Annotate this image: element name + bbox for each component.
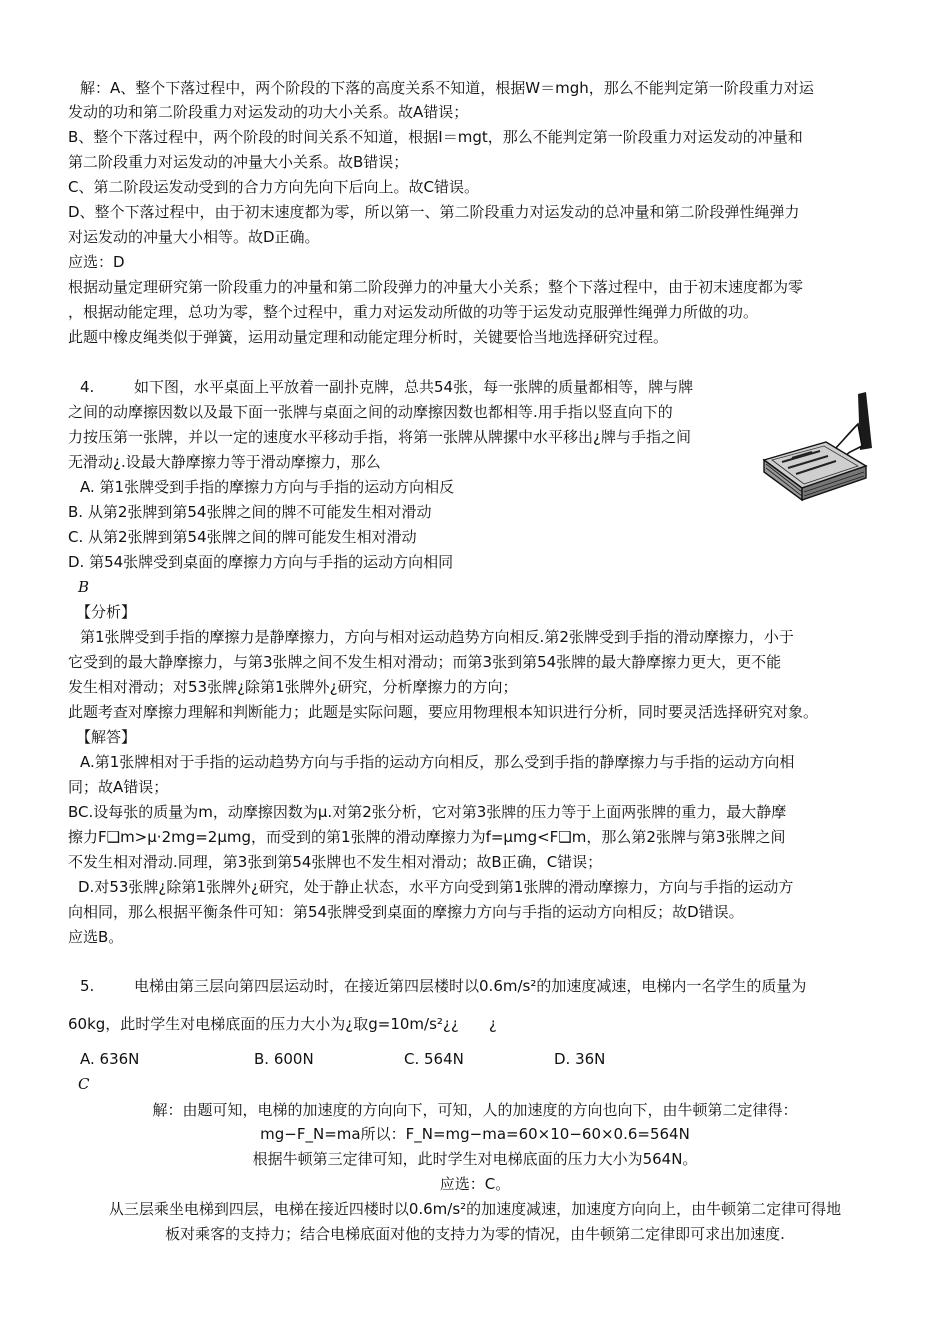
q5-stem-line-1: 电梯由第三层向第四层运动时，在接近第四层楼时以0.6m/s²的加速度减速，电梯内一名学生的质量为 xyxy=(134,977,807,995)
q3-solution-line-2: 发动的功和第二阶段重力对运发动的功大小关系。故A错误； xyxy=(68,103,469,121)
q5-solution-line-1: 解：由题可知，电梯的加速度的方向向下，可知，人的加速度的方向也向下，由牛顿第二定律得： xyxy=(152,1101,798,1119)
q4-answer: B xyxy=(78,578,90,596)
q5-number: 5. xyxy=(80,977,95,995)
q5-option-d: D. 36N xyxy=(554,1050,606,1068)
q4-solution-line-7: 向相同，那么根据平衡条件可知：第54张牌受到桌面的摩擦力方向与手指的运动方向相反；故D错误。 xyxy=(68,903,744,921)
q5-answer: C xyxy=(78,1075,90,1093)
q4-option-b: B. 从第2张牌到第54张牌之间的牌不可能发生相对滑动 xyxy=(68,503,432,521)
q3-analysis-line-2: ，根据动能定理，总功为零，整个过程中，重力对运发动所做的功等于运发动克服弹性绳弹力所做的功。 xyxy=(68,303,759,321)
q5-analysis-line-2: 板对乘客的支持力；结合电梯底面对他的支持力为零的情况，由牛顿第二定律即可求出加速度. xyxy=(165,1225,785,1243)
q3-analysis-line-1: 根据动量定理研究第一阶段重力的冲量和第二阶段弹力的冲量大小关系；整个下落过程中，由于初末速度都为零 xyxy=(68,278,804,296)
q4-solution-heading: 【解答】 xyxy=(76,728,137,746)
q4-solution-line-5: 不发生相对滑动.同理，第3张到第54张牌也不发生相对滑动；故B正确，C错误； xyxy=(68,853,603,871)
q3-solution-line-7: 对运发动的冲量大小相等。故D正确。 xyxy=(68,228,320,246)
q4-stem-line-4: 无滑动¿.设最大静摩擦力等于滑动摩擦力，那么 xyxy=(68,453,381,471)
q5-final-answer: 应选：C。 xyxy=(439,1175,511,1193)
q5-option-c: C. 564N xyxy=(404,1050,464,1068)
q4-stem-line-2: 之间的动摩擦因数以及最下面一张牌与桌面之间的动摩擦因数也都相等.用手指以竖直向下的 xyxy=(68,403,673,421)
q3-answer: 应选：D xyxy=(68,253,125,271)
q4-option-a: A. 第1张牌受到手指的摩擦力方向与手指的运动方向相反 xyxy=(80,478,455,496)
q3-solution-line-5: C、第二阶段运发动受到的合力方向先向下后向上。故C错误。 xyxy=(68,178,479,196)
q4-solution-line-1: A.第1张牌相对于手指的运动趋势方向与手指的运动方向相反，那么受到手指的静摩擦力与手指的运动方向相 xyxy=(80,753,795,771)
q3-solution-line-3: B、整个下落过程中，两个阶段的时间关系不知道，根据I＝mgt，那么不能判定第一阶段重力对运发动的冲量和 xyxy=(68,128,803,146)
q3-solution-line-1: 解：A、整个下落过程中，两个阶段的下落的高度关系不知道，根据W＝mgh，那么不能判定第一阶段重力对运 xyxy=(80,79,814,97)
q4-analysis-line-4: 此题考查对摩擦力理解和判断能力；此题是实际问题，要应用物理根本知识进行分析，同时要灵活选择研究对象。 xyxy=(68,703,819,721)
q4-option-d: D. 第54张牌受到桌面的摩擦力方向与手指的运动方向相同 xyxy=(68,553,454,571)
q4-stem-line-1: 如下图，水平桌面上平放着一副扑克牌，总共54张，每一张牌的质量都相等，牌与牌 xyxy=(134,378,694,396)
q4-stem-line-3: 力按压第一张牌，并以一定的速度水平移动手指，将第一张牌从牌摞中水平移出¿牌与手指之间 xyxy=(68,428,691,446)
q4-solution-line-6: D.对53张牌¿除第1张牌外¿研究，处于静止状态，水平方向受到第1张牌的滑动摩擦力，方向与手指的运动方 xyxy=(78,878,794,896)
q5-solution-formula: mg−F_N=ma所以：F_N=mg−ma=60×10−60×0.6=564N xyxy=(260,1125,690,1143)
q3-analysis-line-3: 此题中橡皮绳类似于弹簧，运用动量定理和动能定理分析时，关键要恰当地选择研究过程。 xyxy=(68,328,669,346)
q4-solution-line-2: 同；故A错误； xyxy=(68,778,169,796)
q3-solution-line-4: 第二阶段重力对运发动的冲量大小关系。故B错误； xyxy=(68,153,409,171)
q4-number: 4. xyxy=(80,378,95,396)
q5-solution-line-3: 根据牛顿第三定律可知，此时学生对电梯底面的压力大小为564N。 xyxy=(252,1150,698,1168)
q5-option-b: B. 600N xyxy=(254,1050,314,1068)
q4-solution-line-4: 擦力F❑m>μ·2mg=2μmg，而受到的第1张牌的滑动摩擦力为f=μmg<F❑m，那么第2张牌与第3张牌之间 xyxy=(68,828,786,846)
q3-solution-line-6: D、整个下落过程中，由于初末速度都为零，所以第一、第二阶段重力对运发动的总冲量和第二阶段弹性绳弹力 xyxy=(68,203,800,221)
q4-option-c: C. 从第2张牌到第54张牌之间的牌可能发生相对滑动 xyxy=(68,528,417,546)
q4-final-answer: 应选B。 xyxy=(68,928,124,946)
q4-analysis-heading: 【分析】 xyxy=(76,603,137,621)
playing-cards-illustration xyxy=(762,388,874,504)
q5-analysis-line-1: 从三层乘坐电梯到四层，电梯在接近四楼时以0.6m/s²的加速度减速，加速度方向向上，由牛顿第二定律可得地 xyxy=(108,1200,842,1218)
q5-options xyxy=(80,1048,605,1070)
q4-analysis-line-1: 第1张牌受到手指的摩擦力是静摩擦力，方向与相对运动趋势方向相反.第2张牌受到手指的滑动摩擦力，小于 xyxy=(80,628,794,646)
q4-analysis-line-2: 它受到的最大静摩擦力，与第3张牌之间不发生相对滑动；而第3张到第54张牌的最大静摩擦力更大，更不能 xyxy=(68,653,782,671)
q5-stem-line-2: 60kg，此时学生对电梯底面的压力大小为¿取g=10m/s²¿¿ ¿ xyxy=(68,1015,497,1033)
q4-analysis-line-3: 发生相对滑动；对53张牌¿除第1张牌外¿研究，分析摩擦力的方向； xyxy=(68,678,518,696)
q4-solution-line-3: BC.设每张的质量为m，动摩擦因数为μ.对第2张分析，它对第3张牌的压力等于上面两张牌的重力，最大静摩 xyxy=(68,803,787,821)
q5-option-a: A. 636N xyxy=(80,1050,140,1068)
